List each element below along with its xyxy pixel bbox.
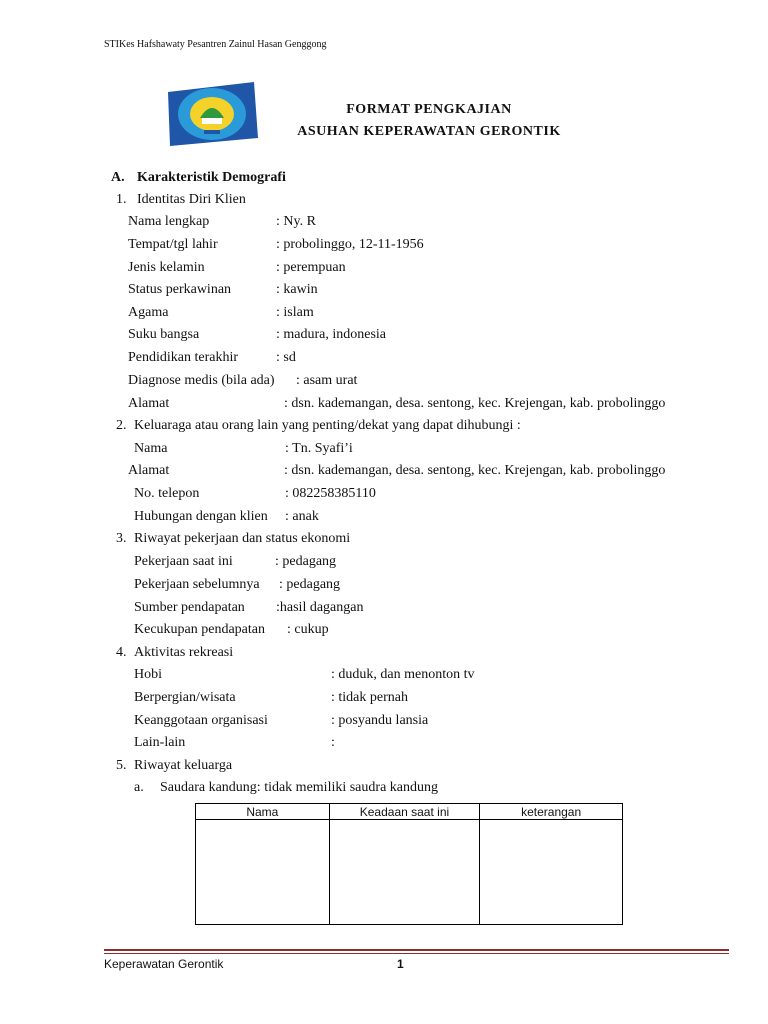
field-value: : pedagang <box>275 554 337 569</box>
footer-divider <box>104 949 729 951</box>
field-value: : kawin <box>276 282 318 297</box>
sibling-table <box>195 803 623 925</box>
document-title-line2: ASUHAN KEPERAWATAN GERONTIK <box>297 124 561 139</box>
section-a-label: A. <box>111 170 125 185</box>
field-value: : pedagang <box>279 577 341 592</box>
field-value: : dsn. kademangan, desa. sentong, kec. Krejengan, kab. probolinggo <box>284 463 666 478</box>
table-header-cell: keterangan <box>480 804 623 820</box>
field-label: Pekerjaan sebelumnya <box>134 577 260 592</box>
field-value: : sd <box>276 350 296 365</box>
field-value: : probolinggo, 12-11-1956 <box>276 237 424 252</box>
item-5-title: Riwayat keluarga <box>134 758 233 773</box>
field-value: : asam urat <box>296 373 358 388</box>
field-label: Alamat <box>128 463 170 478</box>
item-4-number: 4. <box>116 645 127 660</box>
field-value: : 082258385110 <box>285 486 376 501</box>
item-5-number: 5. <box>116 758 127 773</box>
sub-item-a-text: Saudara kandung: tidak memiliki saudra kandung <box>160 780 438 795</box>
table-header-row <box>196 804 623 820</box>
field-label: Tempat/tgl lahir <box>128 237 218 252</box>
field-value: : islam <box>276 305 314 320</box>
field-label: Alamat <box>128 396 170 411</box>
field-value: : posyandu lansia <box>331 713 429 728</box>
running-header: STIKes Hafshawaty Pesantren Zainul Hasan Genggong <box>104 39 327 50</box>
field-label: Nama <box>134 441 168 456</box>
table-header-cell: Nama <box>196 804 330 820</box>
sub-item-a-label: a. <box>134 780 144 795</box>
page-number: 1 <box>397 957 404 971</box>
field-label: Pekerjaan saat ini <box>134 554 233 569</box>
field-label: Pendidikan terakhir <box>128 350 239 365</box>
item-1-number: 1. <box>116 192 127 207</box>
field-value: : <box>331 735 335 750</box>
item-1-title: Identitas Diri Klien <box>137 192 246 207</box>
table-cell <box>480 820 623 925</box>
field-label: Sumber pendapatan <box>134 600 245 615</box>
table-header-cell: Keadaan saat ini <box>329 804 480 820</box>
field-value: :hasil dagangan <box>276 600 364 615</box>
item-3-title: Riwayat pekerjaan dan status ekonomi <box>134 531 351 546</box>
field-label: Status perkawinan <box>128 282 232 297</box>
section-a-title: Karakteristik Demografi <box>137 170 286 185</box>
item-2-number: 2. <box>116 418 127 433</box>
field-value: : Ny. R <box>276 214 316 229</box>
field-label: Berpergian/wisata <box>134 690 236 705</box>
table-cell <box>196 820 330 925</box>
field-value: : Tn. Syafi’i <box>285 441 353 456</box>
field-label: Keanggotaan organisasi <box>134 713 268 728</box>
item-2-title: Keluaraga atau orang lain yang penting/dekat yang dapat dihubungi : <box>134 418 521 433</box>
table-row <box>196 820 623 925</box>
field-label: Nama lengkap <box>128 214 210 229</box>
footer-course-name: Keperawatan Gerontik <box>104 957 224 971</box>
field-value: : duduk, dan menonton tv <box>331 667 475 682</box>
document-title-line1: FORMAT PENGKAJIAN <box>346 102 512 117</box>
field-value: : cukup <box>287 622 329 637</box>
item-4-title: Aktivitas rekreasi <box>134 645 234 660</box>
field-label: Suku bangsa <box>128 327 200 342</box>
field-label: Hobi <box>134 667 162 682</box>
footer-divider-thin <box>104 953 729 954</box>
field-value: : dsn. kademangan, desa. sentong, kec. Krejengan, kab. probolinggo <box>284 396 666 411</box>
table-cell <box>329 820 480 925</box>
field-value: : tidak pernah <box>331 690 408 705</box>
field-label: Agama <box>128 305 169 320</box>
field-label: Hubungan dengan klien <box>134 509 268 524</box>
field-value: : anak <box>285 509 319 524</box>
field-value: : madura, indonesia <box>276 327 387 342</box>
field-label: Kecukupan pendapatan <box>134 622 265 637</box>
field-label: No. telepon <box>134 486 200 501</box>
field-label: Lain-lain <box>134 735 186 750</box>
item-3-number: 3. <box>116 531 127 546</box>
field-value: : perempuan <box>276 260 346 275</box>
field-label: Diagnose medis (bila ada) <box>128 373 275 388</box>
field-label: Jenis kelamin <box>128 260 205 275</box>
